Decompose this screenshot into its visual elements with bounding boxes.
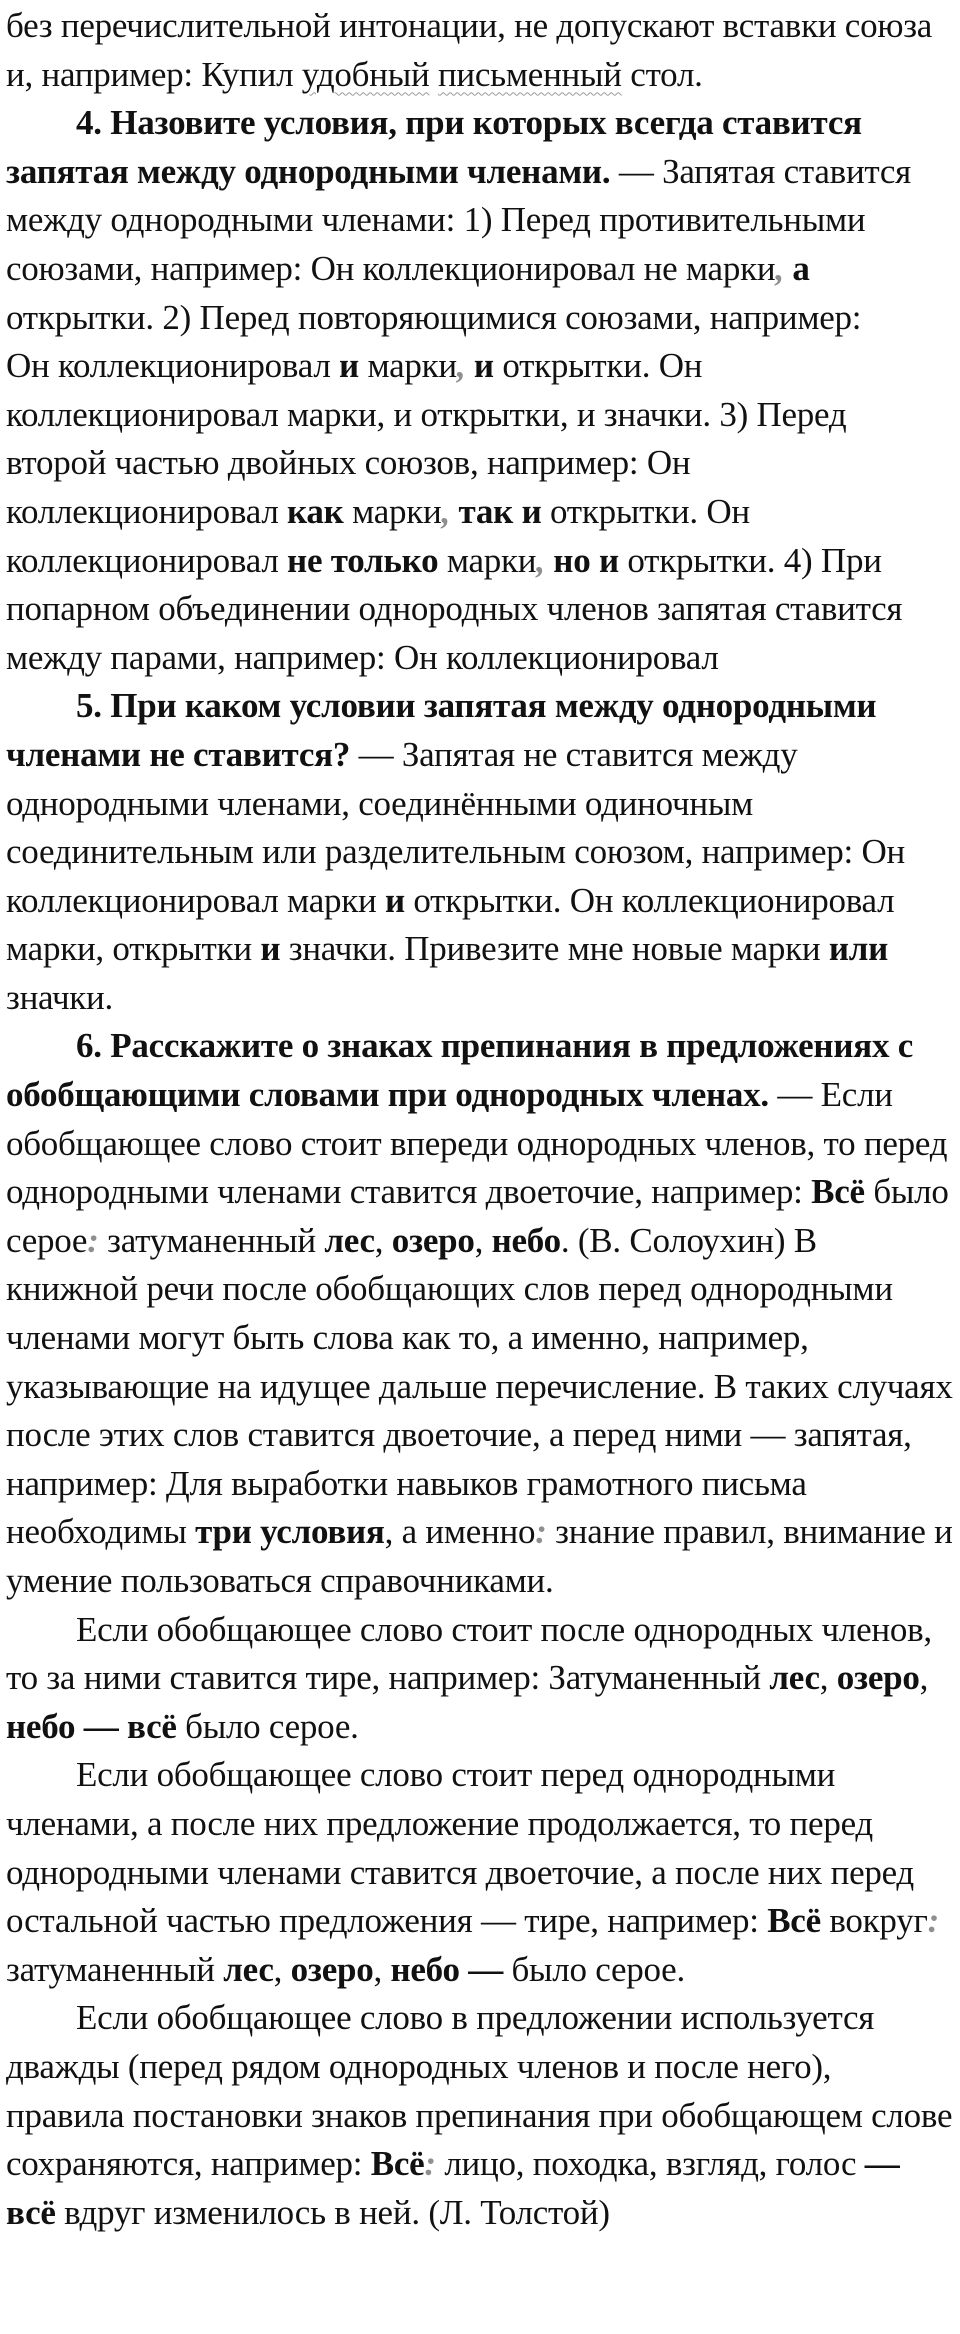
underlined-word: письменный [437,54,622,94]
bold-word: лес [324,1220,375,1260]
bold-word: — всё [6,2144,900,2232]
bold-word: и [260,929,281,969]
highlighted-colon: : [535,1512,547,1552]
bold-word: и [339,346,359,386]
bold-word: три условия [195,1512,385,1552]
text-run: стол. [621,54,703,94]
text-run: вдруг изменилось в ней. (Л. Толстой) [55,2192,610,2232]
question-4-heading: 4. Назовите условия, при которых всегда ставится запятая между однородными членами. [6,103,862,191]
text-run: открытки. Он коллекционировал марки, и открытки, и значки. 3) Перед второй частью двойных союзов, например: Он коллекционировал [6,346,847,531]
text-run: значки. Привезите мне новые марки [280,929,829,969]
generalizing-twice-paragraph [6,1994,954,2237]
text-run: , [819,1658,837,1698]
text-run: затуманенный [6,1949,224,1989]
bold-word: небо [491,1220,561,1260]
bold-word: озеро [391,1220,475,1260]
text-run: открытки. Он коллекционировал [6,491,750,580]
highlighted-colon: : [87,1220,99,1260]
highlighted-comma: , [441,491,451,531]
text-run: Он коллекционировал [6,346,340,386]
text-run: лицо, походка, взгляд, голос [435,2144,865,2184]
text-run: , [273,1949,291,1989]
text-run: . (В. Солоухин) В книжной речи после обобщающих слов перед однородными членами могут быть слова как то, а именно, например, указывающие на идущее дальше перечисление. В таких случаях после этих слов ставится двоеточие, а перед ними — запятая, например: Для выработки навыков грамотного письма необходимы [6,1220,953,1552]
bold-word: Всё [811,1172,865,1212]
text-run: было серое. [502,1949,685,1989]
bold-word: как [287,491,344,531]
text-run: марки [438,540,537,580]
text-run: — Запятая не ставится между однородными членами, соединёнными одиночным соединительным или разделительным союзом, например: Он коллекционировал марки [6,734,905,920]
text-run: , [919,1658,929,1698]
bold-word: или [828,929,889,969]
highlighted-comma: , [456,346,466,386]
text-run: — Запятая ставится между однородными членами: 1) Перед противительными союзами, например: Он коллекционировал не марки [6,151,912,288]
highlighted-comma: , [775,248,784,288]
bold-word: и [465,346,494,386]
question-5-heading: 5. При каком условии запятая между однородными членами не ставится? [6,686,877,774]
generalizing-after-paragraph [6,1606,954,1752]
bold-word: лес [223,1949,274,1989]
question-6-heading: 6. Расскажите о знаках препинания в предложениях с обобщающими словами при однородных членах. [6,1026,913,1115]
bold-word: не только [287,540,439,580]
text-run: , [373,1949,391,1989]
highlighted-comma: , [536,540,545,580]
text-run: открытки. Он коллекционировал марки, открытки [6,880,895,969]
text-run [429,55,438,94]
text-run: затуманенный [98,1220,325,1260]
text-run: Если обобщающее слово в предложении используется дважды (перед рядом однородных членов и после него), правила постановки знаков препинания при обобщающем слове сохраняются, например: [6,1998,953,2184]
intro-paragraph [6,2,954,99]
question-5-paragraph [6,682,954,1022]
text-run: открытки. 2) Перед повторяющимися союзами, например: [6,297,862,337]
question-6-paragraph [6,1022,954,1605]
bold-word: небо — всё [6,1706,177,1746]
bold-word: Всё [370,2144,425,2184]
bold-word: Всё [767,1901,821,1941]
text-run: значки. [6,977,114,1017]
text-run: марки [343,491,442,531]
text-run: знание правил, внимание и умение пользоваться справочниками. [6,1512,953,1600]
text-run: вокруг [820,1901,928,1941]
bold-word: но и [544,540,619,580]
bold-word: лес [769,1658,820,1698]
text-run: , [374,1220,392,1260]
underlined-word: удобный [301,54,430,94]
text-run: без перечислительной интонации, не допускают вставки союза и, например: Купил [6,6,933,94]
highlighted-colon: : [927,1901,939,1941]
text-run: было серое [6,1172,949,1260]
bold-word: озеро [836,1658,920,1698]
text-run: , [474,1220,492,1260]
bold-word: и [384,880,405,920]
highlighted-colon: : [424,2144,436,2184]
bold-word: а [783,248,810,288]
bold-word: небо — [390,1949,503,1989]
text-run: , а именно [384,1512,536,1552]
text-run: Если обобщающее слово стоит после однородных членов, то за ними ставится тире, например: Затуманенный [6,1609,932,1698]
text-run: — Если обобщающее слово стоит впереди однородных членов, то перед однородными членами ставится двоеточие, например: [6,1075,948,1212]
question-4-paragraph [6,99,954,682]
text-run: было серое. [176,1706,359,1746]
bold-word: так и [450,491,542,531]
text-run: открытки. 4) При попарном объединении однородных членов запятая ставится между парами, например: Он коллекционировал [6,540,903,677]
text-run: Если обобщающее слово стоит перед однородными членами, а после них предложение продолжается, то перед однородными членами ставится двоеточие, а после них перед остальной частью предложения — тире, например: [6,1755,914,1941]
bold-word: озеро [290,1949,374,1989]
generalizing-before-paragraph [6,1751,954,1994]
text-run: марки [358,346,457,386]
